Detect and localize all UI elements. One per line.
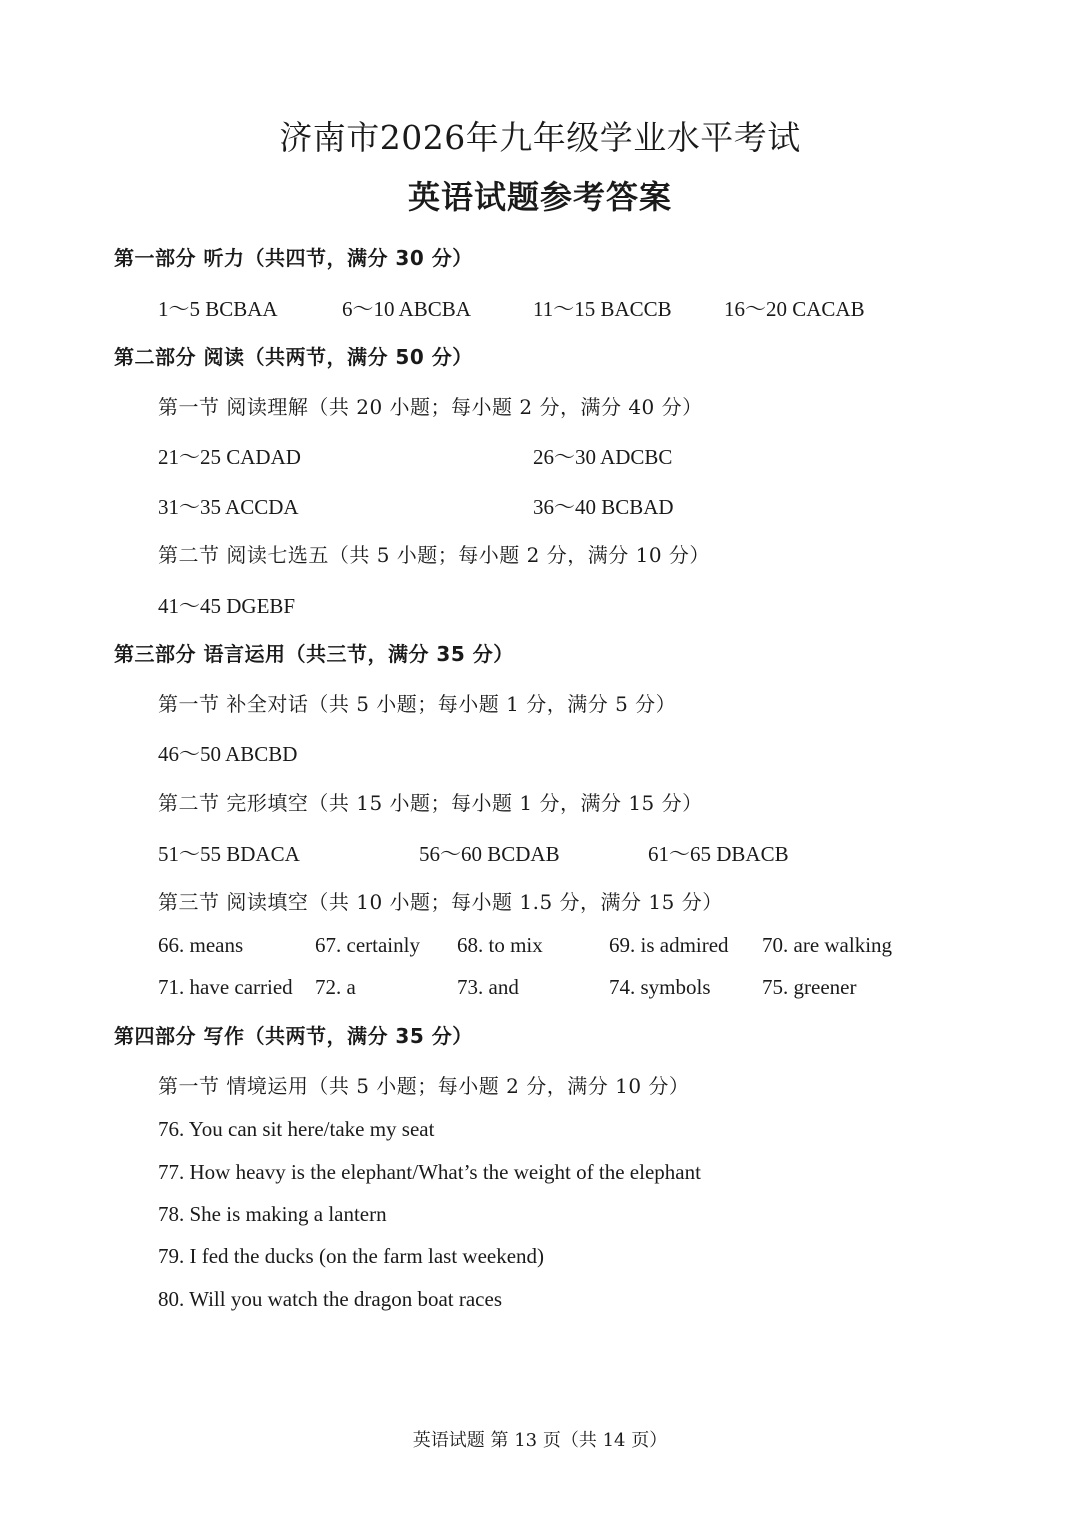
fill-answer: 68. to mix [457,933,543,957]
answer-group: 36～40 BCBAD [533,495,674,519]
answer-group: 31～35 ACCDA [158,495,299,519]
part4-heading: 第四部分 写作（共两节，满分 35 分） [114,1024,473,1048]
part2-heading: 第二部分 阅读（共两节，满分 50 分） [114,345,473,369]
part1-heading: 第一部分 听力（共四节，满分 30 分） [114,246,473,270]
answer-group: 21～25 CADAD [158,445,301,469]
exam-title: 济南市2026年九年级学业水平考试 [279,118,801,157]
fill-answer: 75. greener [762,975,857,999]
answer-group: 11～15 BACCB [533,297,672,321]
fill-answer: 71. have carried [158,975,293,999]
answer-group: 26～30 ADCBC [533,445,673,469]
answer-group: 61～65 DBACB [648,842,789,866]
answer-group: 41～45 DGEBF [158,594,296,618]
page-footer: 英语试题 第 13 页（共 14 页） [412,1430,668,1451]
answer-group: 56～60 BCDAB [419,842,560,866]
part3-section1-heading: 第一节 补全对话（共 5 小题；每小题 1 分，满分 5 分） [158,692,677,716]
answer-group: 46～50 ABCBD [158,742,298,766]
fill-answer: 73. and [457,975,519,999]
answer-group: 1～5 BCBAA [158,297,278,321]
sentence-answer: 77. How heavy is the elephant/What’s the weight of the elephant [158,1160,701,1184]
answer-group: 16～20 CACAB [724,297,865,321]
fill-answer: 67. certainly [315,933,420,957]
part3-section2-heading: 第二节 完形填空（共 15 小题；每小题 1 分，满分 15 分） [158,791,703,815]
part2-section2-heading: 第二节 阅读七选五（共 5 小题；每小题 2 分，满分 10 分） [158,543,710,567]
fill-answer: 69. is admired [609,933,729,957]
answer-group: 6～10 ABCBA [342,297,471,321]
part3-section3-heading: 第三节 阅读填空（共 10 小题；每小题 1.5 分，满分 15 分） [158,890,723,914]
fill-answer: 74. symbols [609,975,711,999]
fill-answer: 66. means [158,933,244,957]
fill-answer: 72. a [315,975,356,999]
sentence-answer: 76. You can sit here/take my seat [158,1117,435,1141]
sentence-answer: 78. She is making a lantern [158,1202,387,1226]
part3-heading: 第三部分 语言运用（共三节，满分 35 分） [114,642,514,666]
sentence-answer: 80. Will you watch the dragon boat races [158,1287,502,1311]
part4-section1-heading: 第一节 情境运用（共 5 小题；每小题 2 分，满分 10 分） [158,1074,690,1098]
sentence-answer: 79. I fed the ducks (on the farm last weekend) [158,1244,545,1268]
part2-section1-heading: 第一节 阅读理解（共 20 小题；每小题 2 分，满分 40 分） [158,395,703,419]
answer-key-subtitle: 英语试题参考答案 [407,178,672,216]
fill-answer: 70. are walking [762,933,893,957]
answer-group: 51～55 BDACA [158,842,300,866]
